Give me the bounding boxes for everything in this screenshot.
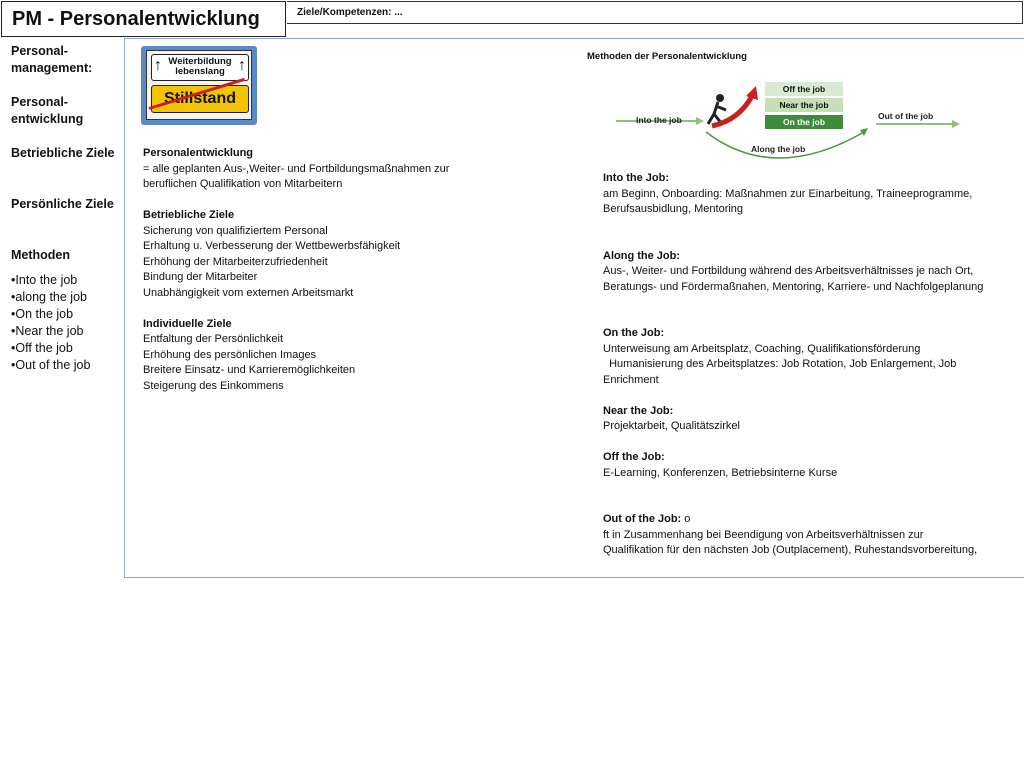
sidebar-item-persoenliche-ziele: Persönliche Ziele (11, 197, 114, 211)
list-item: Unabhängigkeit vom externen Arbeitsmarkt (143, 286, 354, 299)
along-heading: Along the Job: (603, 249, 680, 262)
box-near: Near the job (765, 98, 843, 112)
sign-top-panel (151, 54, 249, 81)
arrow-up-icon: ↑ (154, 57, 162, 74)
label-out: Out of the job (878, 111, 934, 121)
label-along: Along the job (751, 144, 806, 154)
out-text: Qualifikation für den nächsten Job (Outplacement), Ruhestandsvorbereitung, (603, 544, 978, 556)
out-heading-line (603, 512, 1018, 528)
box-on: On the job (765, 115, 843, 129)
along-text: Aus-, Weiter- und Fortbildung während des Arbeitsverhältnisses je nach Ort, (603, 265, 974, 277)
sign-bottom-panel: Stillstand (151, 85, 249, 113)
list-item: Erhöhung der Mitarbeiterzufriedenheit (143, 255, 328, 268)
list-item: Entfaltung der Persönlichkeit (143, 333, 284, 345)
list-item: Sicherung von qualifiziertem Personal (143, 224, 328, 237)
list-item: • Near the job (11, 323, 123, 340)
sidebar-item-personalmanagement-2: management: (11, 61, 93, 75)
out-heading: Out of the Job: (603, 513, 682, 525)
pe-heading: Personalentwicklung (143, 147, 254, 159)
out-arrow-head (952, 120, 960, 128)
on-text: Humanisierung des Arbeitsplatzes: Job Rotation, Job Enlargement, Job (603, 358, 957, 370)
road-sign-image (141, 46, 257, 125)
into-text: Berufsausbidlung, Mentoring (603, 203, 744, 215)
list-item: Erhöhung des persönlichen Images (143, 348, 317, 361)
methods-title: Methoden der Personalentwicklung (587, 51, 747, 62)
growth-arrow-head (746, 86, 758, 100)
sign-top-line1: Weiterbildung (168, 56, 232, 67)
into-heading: Into the Job: (603, 172, 669, 184)
sign-top-line2: lebenslang (175, 66, 225, 77)
arrow-up-icon: ↑ (238, 57, 246, 74)
sidebar (11, 43, 123, 374)
on-text: Unterweisung am Arbeitsplatz, Coaching, Qualifikationsförderung (603, 342, 921, 355)
into-arrow-head (696, 117, 704, 125)
iz-heading: Individuelle Ziele (143, 317, 232, 330)
page-title: PM - Personalentwicklung (12, 7, 260, 30)
out-heading-tail: o (681, 513, 691, 525)
along-curve-head (860, 128, 868, 136)
list-item: • along the job (11, 289, 123, 306)
goals-column (143, 146, 583, 410)
list-item: • Into the job (11, 272, 123, 289)
into-text: am Beginn, Onboarding: Maßnahmen zur Einarbeitung, Traineeprogramme, (603, 187, 973, 200)
on-text: Enrichment (603, 373, 659, 386)
near-text: Projektarbeit, Qualitätszirkel (603, 420, 740, 432)
topic-bar: Ziele/Kompetenzen: ... (287, 1, 1023, 24)
sidebar-item-personalmanagement-1: Personal- (11, 44, 68, 58)
list-item: Bindung der Mitarbeiter (143, 271, 258, 283)
bz-heading: Betriebliche Ziele (143, 209, 235, 221)
sidebar-item-betriebliche-ziele: Betriebliche Ziele (11, 146, 115, 160)
list-item: • Off the job (11, 340, 123, 357)
sidebar-item-personalentwicklung-2: entwicklung (11, 112, 84, 126)
list-item: Erhaltung u. Verbesserung der Wettbewerbsfähigkeit (143, 240, 401, 252)
near-heading: Near the Job: (603, 404, 674, 417)
box-off: Off the job (765, 82, 843, 96)
list-item: Steigerung des Einkommens (143, 379, 284, 392)
methods-column (603, 171, 1018, 559)
list-item: • Out of the job (11, 357, 123, 374)
along-text: Beratungs- und Fördermaßnahen, Mentoring, Karriere- und Nachfolgeplanung (603, 280, 984, 293)
label-into: Into the job (636, 115, 682, 125)
list-item: • On the job (11, 306, 123, 323)
off-heading: Off the Job: (603, 451, 665, 463)
on-heading: On the Job: (603, 327, 665, 339)
methods-list (11, 272, 123, 374)
list-item: Breitere Einsatz- und Karrieremöglichkeiten (143, 364, 356, 376)
pe-text: = alle geplanten Aus-,Weiter- und Fortbildungsmaßnahmen zur (143, 162, 450, 175)
sidebar-item-personalentwicklung-1: Personal- (11, 95, 68, 109)
sidebar-item-methoden: Methoden (11, 248, 71, 262)
title-box (1, 1, 286, 37)
pe-text: beruflichen Qualifikation von Mitarbeitern (143, 178, 343, 190)
out-text: ft in Zusammenhang bei Beendigung von Arbeitsverhältnissen zur (603, 528, 924, 541)
methods-diagram (614, 74, 964, 162)
person-icon (716, 94, 724, 102)
off-text: E-Learning, Konferenzen, Betriebsinterne Kurse (603, 466, 838, 479)
